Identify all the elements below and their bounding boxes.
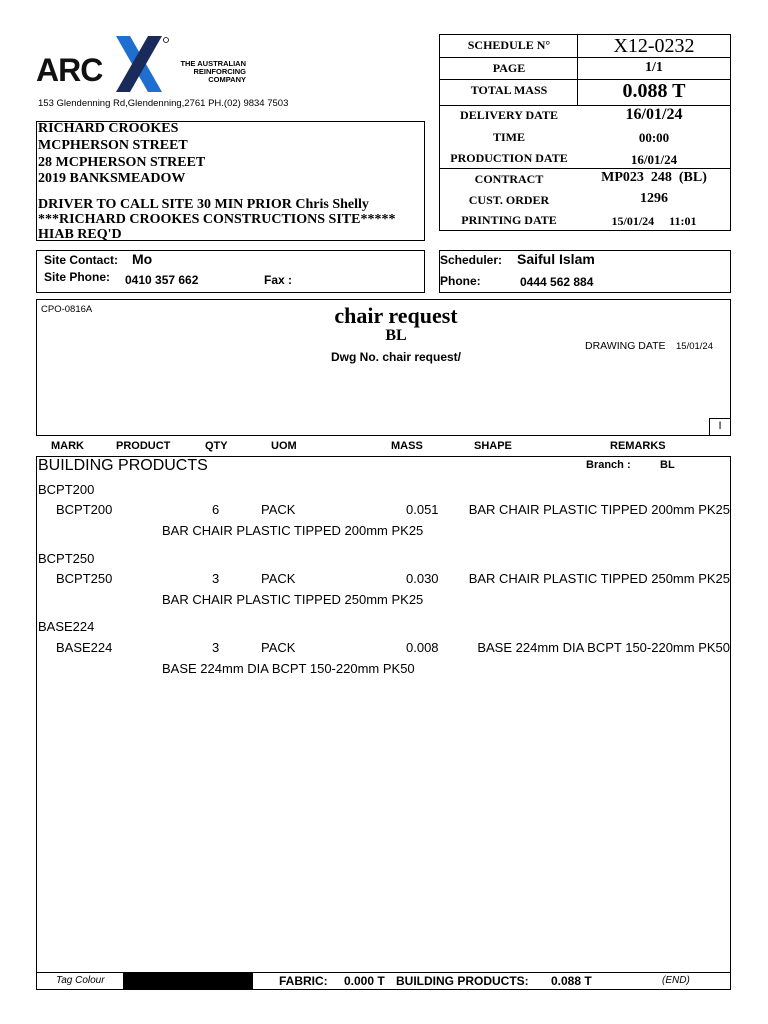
delivery-note-1: DRIVER TO CALL SITE 30 MIN PRIOR Chris Shelly: [38, 197, 369, 212]
drawing-date-label: DRAWING DATE: [585, 340, 666, 352]
fabric-value: 0.000 T: [344, 974, 385, 988]
total-mass-value: 0.088 T: [622, 80, 686, 102]
delivery-date-label: DELIVERY DATE: [460, 108, 558, 122]
customer-name: RICHARD CROOKES: [38, 121, 179, 136]
item-description: BAR CHAIR PLASTIC TIPPED 200mm PK25: [162, 523, 424, 538]
item-uom: PACK: [261, 502, 296, 517]
tag-colour-swatch: [123, 972, 253, 990]
drawing-title: chair request: [334, 303, 458, 328]
item-description: BAR CHAIR PLASTIC TIPPED 250mm PK25: [162, 592, 424, 607]
customer-address-line: 28 MCPHERSON STREET: [38, 155, 206, 170]
contract-value: MP023 248 (BL): [601, 170, 707, 185]
building-products-total-value: 0.088 T: [551, 974, 592, 988]
item-mass: 0.051: [406, 502, 439, 517]
item-group: BCPT200: [38, 482, 95, 497]
page-value: 1/1: [645, 60, 663, 75]
fabric-label: FABRIC:: [279, 974, 328, 988]
col-uom: UOM: [271, 440, 297, 452]
scheduler-label: Scheduler:: [440, 253, 503, 267]
scheduler-value: Saiful Islam: [517, 251, 595, 267]
schedule-no-value: X12-0232: [613, 35, 695, 57]
col-remarks: REMARKS: [610, 440, 666, 452]
item-uom: PACK: [261, 571, 296, 586]
item-group: BASE224: [38, 619, 95, 634]
item-product: BCPT200: [56, 502, 113, 517]
item-shape: BAR CHAIR PLASTIC TIPPED 200mm PK25: [468, 502, 730, 517]
col-mass: MASS: [391, 440, 423, 452]
production-date-value: 16/01/24: [630, 152, 678, 167]
item-description: BASE 224mm DIA BCPT 150-220mm PK50: [162, 661, 415, 676]
drawing-number: Dwg No. chair request/: [330, 350, 462, 364]
customer-suburb: 2019 BANKSMEADOW: [38, 171, 186, 186]
company-address: 153 Glendenning Rd,Glendenning,2761 PH.(02) 9834 7503: [38, 98, 289, 109]
printing-date-label: PRINTING DATE: [461, 213, 557, 227]
scheduler-phone-value: 0444 562 884: [520, 275, 594, 289]
logo-tagline-1: THE AUSTRALIAN: [180, 59, 246, 68]
registered-mark-icon: [164, 38, 169, 43]
site-phone-value: 0410 357 662: [125, 273, 199, 287]
item-shape: BASE 224mm DIA BCPT 150-220mm PK50: [477, 640, 730, 655]
company-logo: [36, 34, 248, 94]
site-phone-label: Site Phone:: [44, 270, 111, 284]
customer-street: MCPHERSON STREET: [38, 138, 188, 153]
section-title: BUILDING PRODUCTS: [38, 457, 208, 474]
end-marker: (END): [662, 975, 690, 986]
delivery-note-3: HIAB REQ'D: [38, 227, 122, 242]
item-qty: 3: [212, 571, 220, 586]
cust-order-value: 1296: [640, 191, 668, 206]
page-label: PAGE: [492, 61, 526, 75]
time-label: TIME: [492, 130, 525, 144]
item-qty: 3: [212, 640, 220, 655]
item-mass: 0.030: [406, 571, 439, 586]
branch-value: BL: [660, 459, 675, 471]
schedule-no-label: SCHEDULE N°: [467, 38, 551, 52]
item-qty: 6: [212, 502, 220, 517]
printing-date-value: 15/01/24 11:01: [611, 214, 697, 228]
drawing-subtitle: BL: [385, 327, 407, 344]
fax-label: Fax :: [264, 273, 293, 287]
cust-order-label: CUST. ORDER: [468, 193, 550, 207]
item-uom: PACK: [261, 640, 296, 655]
logo-text: ARC: [36, 52, 103, 88]
item-shape: BAR CHAIR PLASTIC TIPPED 250mm PK25: [468, 571, 730, 586]
logo-tagline-2: REINFORCING: [193, 67, 246, 76]
item-product: BASE224: [56, 640, 113, 655]
total-mass-label: TOTAL MASS: [470, 83, 548, 97]
logo-tagline-3: COMPANY: [208, 75, 246, 84]
item-mass: 0.008: [406, 640, 439, 655]
delivery-note-2: ***RICHARD CROOKES CONSTRUCTIONS SITE*****: [38, 212, 396, 227]
tag-colour-label: Tag Colour: [56, 975, 105, 986]
col-mark: MARK: [51, 440, 84, 452]
col-product: PRODUCT: [116, 440, 171, 452]
site-contact-value: Mo: [132, 251, 153, 267]
contract-label: CONTRACT: [474, 172, 544, 186]
scheduler-phone-label: Phone:: [440, 274, 481, 288]
time-value: 00:00: [638, 130, 670, 145]
production-date-label: PRODUCTION DATE: [450, 151, 568, 165]
building-products-total-label: BUILDING PRODUCTS:: [396, 974, 529, 988]
branch-label: Branch :: [586, 459, 631, 471]
drawing-date-value: 15/01/24: [676, 341, 713, 352]
revision-value: I: [718, 420, 722, 432]
col-qty: QTY: [205, 440, 228, 452]
site-contact-label: Site Contact:: [44, 253, 119, 267]
drawing-code: CPO-0816A: [41, 304, 93, 315]
item-product: BCPT250: [56, 571, 113, 586]
item-group: BCPT250: [38, 551, 95, 566]
delivery-date-value: 16/01/24: [625, 106, 683, 123]
col-shape: SHAPE: [474, 440, 512, 452]
